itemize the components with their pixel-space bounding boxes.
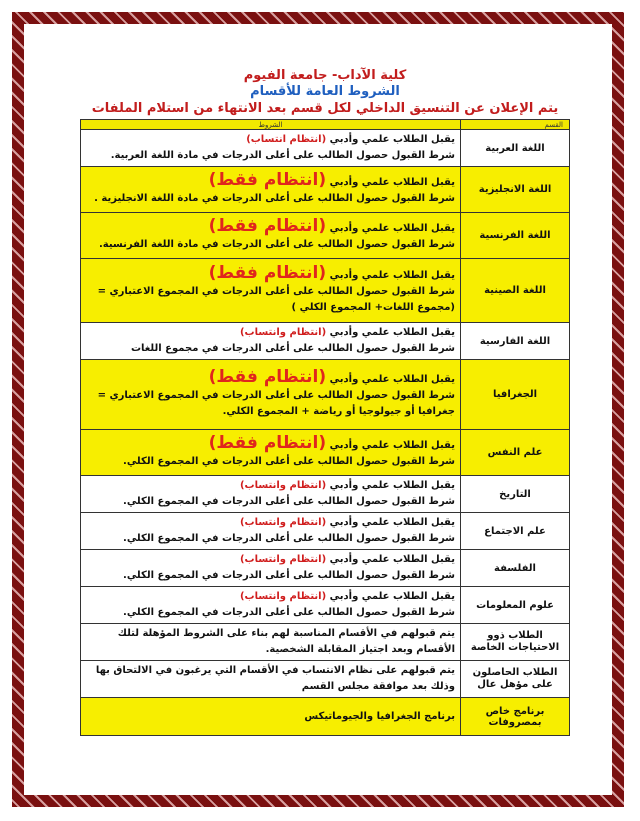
condition-text: شرط القبول حصول الطالب على أعلى الدرجات في المجموع الكلي. <box>123 456 455 467</box>
department-cell: اللغة الصينية <box>461 259 570 323</box>
enrollment-tag: (انتظام وانتساب) <box>239 480 327 491</box>
department-cell: الطلاب الحاصلون على مؤهل عال <box>461 661 570 698</box>
college-title: كلية الآداب- جامعة الفيوم <box>243 68 407 83</box>
condition-text: شرط القبول حصول الطالب على أعلى الدرجات في المجموع الاعتباري = جغرافيا أو جيولوجيا أو رياضة + المجموع الكلي. <box>97 390 455 417</box>
departments-table <box>80 119 570 736</box>
conditions-cell <box>81 430 461 476</box>
acceptance-text: يقبل الطلاب علمي وأدبي <box>329 223 455 234</box>
department-cell: اللغة الانجليزية <box>461 167 570 213</box>
conditions-cell <box>81 513 461 550</box>
department-cell: برنامج خاص بمصروفات <box>461 698 570 736</box>
condition-text: شرط القبول حصول الطالب على أعلى الدرجات في مجموع اللغات <box>130 343 455 354</box>
coordination-notice: يتم الإعلان عن التنسيق الداخلي لكل قسم بعد الانتهاء من استلام الملفات <box>91 101 559 116</box>
acceptance-text: يقبل الطلاب علمي وأدبي <box>329 327 455 338</box>
enrollment-tag: (انتظام فقط) <box>208 263 327 283</box>
acceptance-text: يقبل الطلاب علمي وأدبي <box>329 440 455 451</box>
acceptance-text: يقبل الطلاب علمي وأدبي <box>329 134 455 145</box>
department-cell: الطلاب ذوو الاحتياجات الخاصة <box>461 624 570 661</box>
table-row <box>81 213 570 259</box>
conditions-cell <box>81 360 461 430</box>
enrollment-tag: (انتظام فقط) <box>208 433 327 453</box>
department-cell: اللغة الفرنسية <box>461 213 570 259</box>
table-row-higher-degree <box>81 661 570 698</box>
department-cell: علم الاجتماع <box>461 513 570 550</box>
acceptance-text: يقبل الطلاب علمي وأدبي <box>329 517 455 528</box>
acceptance-text: يقبل الطلاب علمي وأدبي <box>329 374 455 385</box>
enrollment-tag: (انتظام فقط) <box>208 367 327 387</box>
conditions-cell <box>81 213 461 259</box>
department-cell: اللغة الفارسية <box>461 323 570 360</box>
table-row-special-program <box>81 698 570 736</box>
acceptance-text: يقبل الطلاب علمي وأدبي <box>329 177 455 188</box>
condition-text: شرط القبول حصول الطالب على أعلى الدرجات في المجموع الكلي. <box>123 570 455 581</box>
department-cell: الجغرافيا <box>461 360 570 430</box>
conditions-cell <box>81 167 461 213</box>
table-row <box>81 323 570 360</box>
document-body <box>80 68 570 736</box>
table-row-special-needs <box>81 624 570 661</box>
table-row <box>81 360 570 430</box>
department-cell: التاريخ <box>461 476 570 513</box>
condition-text: شرط القبول حصول الطالب على أعلى الدرجات في مادة اللغة الانجليزية . <box>94 193 455 204</box>
table-header-row <box>81 120 570 130</box>
table-row <box>81 430 570 476</box>
table-row <box>81 550 570 587</box>
condition-text: شرط القبول حصول الطالب على أعلى الدرجات في المجموع الاعتباري = (مجموع اللغات+ المجموع الكلي ) <box>97 286 455 313</box>
department-cell: علوم المعلومات <box>461 587 570 624</box>
enrollment-tag: (انتظام وانتساب) <box>239 554 327 565</box>
enrollment-tag: (انتظام وانتساب) <box>239 591 327 602</box>
acceptance-text: يقبل الطلاب علمي وأدبي <box>329 480 455 491</box>
conditions-cell <box>81 476 461 513</box>
condition-text: شرط القبول حصول الطالب على أعلى الدرجات في المجموع الكلي. <box>123 533 455 544</box>
acceptance-text: يقبل الطلاب علمي وأدبي <box>329 591 455 602</box>
conditions-cell: برنامج الجغرافيا والجيوماتيكس <box>81 698 461 736</box>
table-row <box>81 513 570 550</box>
table-row <box>81 476 570 513</box>
conditions-cell <box>81 550 461 587</box>
acceptance-text: يقبل الطلاب علمي وأدبي <box>329 270 455 281</box>
table-row <box>81 259 570 323</box>
general-conditions-title: الشروط العامة للأقسام <box>250 84 400 99</box>
department-cell: اللغة العربية <box>461 130 570 167</box>
header-conditions: الشروط <box>81 120 461 130</box>
acceptance-text: يقبل الطلاب علمي وأدبي <box>329 554 455 565</box>
conditions-cell <box>81 323 461 360</box>
enrollment-tag: (انتظام فقط) <box>208 216 327 236</box>
enrollment-tag: (انتظام وانتساب) <box>239 517 327 528</box>
conditions-cell: يتم قبولهم على نظام الانتساب في الأقسام التي يرغبون في الالتحاق بها وذلك بعد موافقة مجلس القسم <box>81 661 461 698</box>
conditions-cell <box>81 259 461 323</box>
table-row <box>81 130 570 167</box>
department-cell: علم النفس <box>461 430 570 476</box>
condition-text: شرط القبول حصول الطالب على أعلى الدرجات في المجموع الكلي. <box>123 496 455 507</box>
enrollment-tag: (انتظام وانتساب) <box>239 327 327 338</box>
enrollment-tag: (انتظام انتساب) <box>246 134 327 145</box>
enrollment-tag: (انتظام فقط) <box>208 170 327 190</box>
condition-text: شرط القبول حصول الطالب على أعلى الدرجات في مادة اللغة الفرنسية. <box>98 239 455 250</box>
conditions-cell: يتم قبولهم في الأقسام المناسبة لهم بناء على الشروط المؤهلة لتلك الأقسام وبعد اجتياز المقابلة الشخصية. <box>81 624 461 661</box>
conditions-cell <box>81 587 461 624</box>
condition-text: شرط القبول حصول الطالب على أعلى الدرجات في المجموع الكلي. <box>123 607 455 618</box>
department-cell: الفلسفة <box>461 550 570 587</box>
header-department: القسم <box>461 120 570 130</box>
table-row <box>81 167 570 213</box>
condition-text: شرط القبول حصول الطالب على أعلى الدرجات في مادة اللغة العربية. <box>110 150 455 161</box>
conditions-cell <box>81 130 461 167</box>
table-row <box>81 587 570 624</box>
